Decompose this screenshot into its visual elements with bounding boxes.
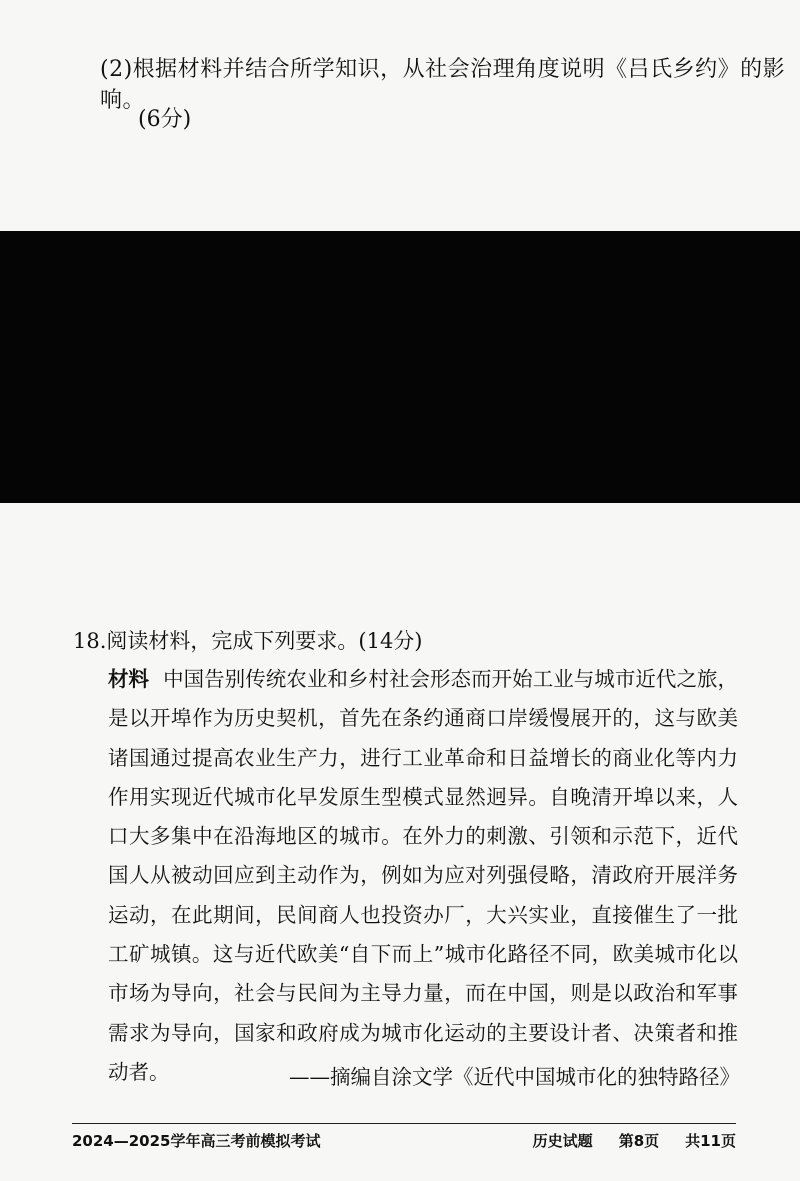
question-18-header: 18.阅读材料，完成下列要求。(14分)	[73, 629, 423, 653]
question-17-part-2: (2)根据材料并结合所学知识，从社会治理角度说明《吕氏乡约》的影响。	[100, 57, 786, 113]
material-text: 中国告别传统农业和乡村社会形态而开始工业与城市近代之旅，是以开埠作为历史契机，首先在条约通商口岸缓慢展开的，这与欧美诸国通过提高农业生产力，进行工业革命和日益增长的商业化等内力作用实现近代城市化早发原生型模式显然迥异。自晚清开埠以来，人口大多集中在沿海地区的城市。在外力的刺激、引领和示范下，近代国人从被动回应到主动作为，例如为应对列强侵略，清政府开展洋务运动，在此期间，民间商人也投资办厂，大兴实业，直接催生了一批工矿城镇。这与近代欧美“自下而上”城市化路径不同，欧美城市化以市场为导向，社会与民间为主导力量，而在中国，则是以政治和军事需求为导向，国家和政府成为城市化运动的主要设计者、决策者和推动者。	[108, 667, 739, 1084]
page-number: 第8页	[618, 1132, 660, 1150]
footer-divider	[72, 1123, 736, 1124]
material-source: ——摘编自涂文学《近代中国城市化的独特路径》	[289, 1065, 740, 1089]
material-label: 材料	[108, 667, 150, 691]
subject-title: 历史试题	[532, 1132, 593, 1150]
exam-title: 2024—2025学年高三考前模拟考试	[72, 1132, 321, 1150]
total-pages: 共11页	[685, 1132, 736, 1150]
page-footer	[72, 1130, 736, 1151]
question-17-part-2-score: (6分)	[138, 107, 192, 132]
redacted-region	[0, 231, 800, 503]
question-18-material	[108, 660, 738, 1092]
